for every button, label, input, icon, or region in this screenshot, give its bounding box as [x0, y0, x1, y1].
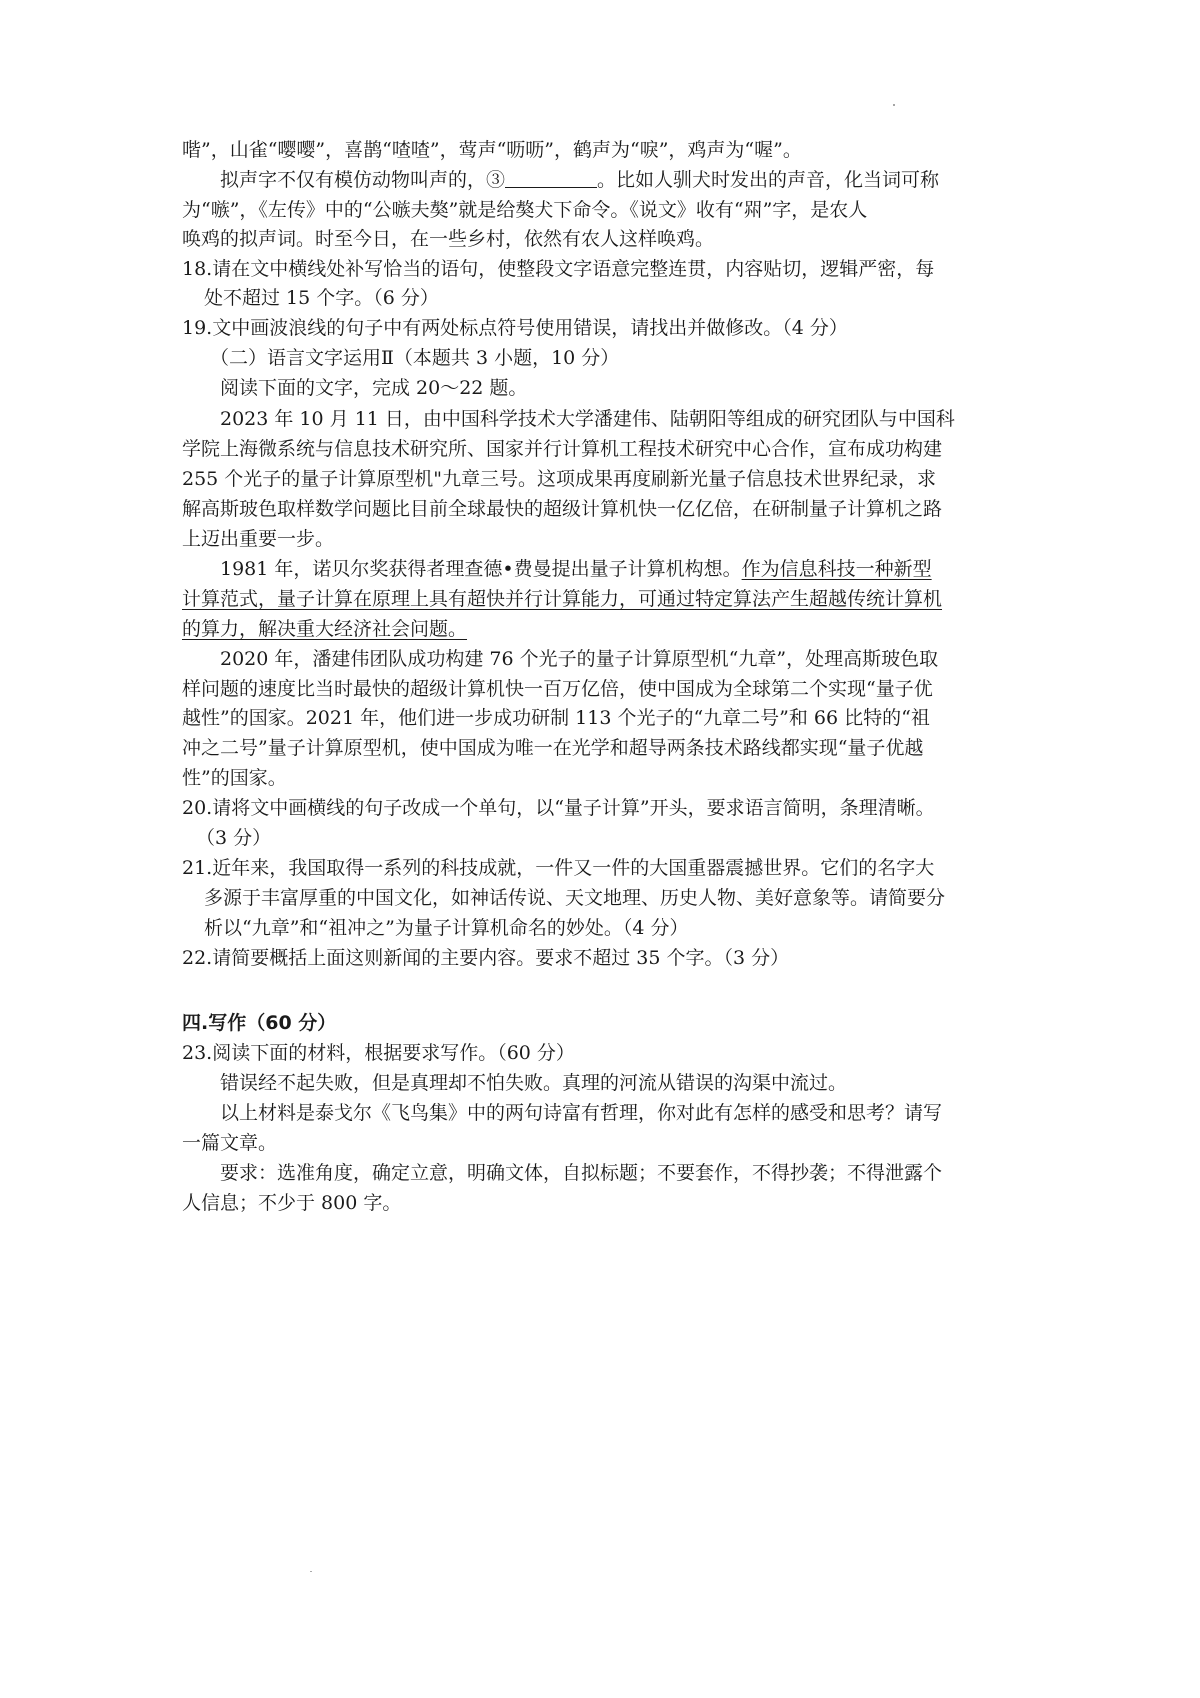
passage-line: 唤鸡的拟声词。时至今日，在一些乡村，依然有农人这样唤鸡。	[182, 228, 715, 250]
passage-line: 冲之二号”量子计算原型机，使中国成为唯一在光学和超导两条技术路线都实现“量子优越	[182, 737, 924, 759]
section-title: （二）语言文字运用Ⅱ（本题共 3 小题，10 分）	[210, 347, 620, 369]
scan-speck	[310, 1571, 312, 1572]
writing-requirements-cont: 人信息；不少于 800 字。	[182, 1192, 402, 1214]
passage-line: 性”的国家。	[182, 767, 287, 789]
question-22: 22.请简要概括上面这则新闻的主要内容。要求不超过 35 个字。（3 分）	[182, 947, 790, 969]
passage-line: 解高斯玻色取样数学问题比目前全球最快的超级计算机快一亿亿倍，在研制量子计算机之路	[182, 498, 943, 520]
passage-line: 2023 年 10 月 11 日，由中国科学技术大学潘建伟、陆朝阳等组成的研究团队与中国科	[220, 408, 955, 430]
question-21-cont: 多源于丰富厚重的中国文化，如神话传说、天文地理、历史人物、美好意象等。请简要分	[204, 887, 946, 909]
section-heading-writing: 四.写作（60 分）	[182, 1012, 337, 1034]
passage-line: 上迈出重要一步。	[182, 528, 335, 550]
scan-speck	[893, 104, 895, 106]
passage-line	[182, 615, 1042, 644]
passage-line: 样问题的速度比当时最快的超级计算机快一百万亿倍，使中国成为全球第二个实现“量子优	[182, 678, 933, 700]
question-20-cont: （3 分）	[196, 827, 272, 849]
writing-prompt: 以上材料是泰戈尔《飞鸟集》中的两句诗富有哲理，你对此有怎样的感受和思考？请写	[220, 1102, 943, 1124]
underlined-sentence: 的算力，解决重大经济社会问题。	[182, 618, 468, 640]
underlined-sentence: 计算范式，量子计算在原理上具有超快并行计算能力，可通过特定算法产生超越传统计算机	[182, 588, 943, 610]
passage-text: 拟声字不仅有模仿动物叫声的，③	[220, 169, 506, 191]
question-23: 23.阅读下面的材料，根据要求写作。（60 分）	[182, 1042, 575, 1064]
passage-line: 越性”的国家。2021 年，他们进一步成功研制 113 个光子的“九章二号”和 66 比特的“祖	[182, 707, 930, 729]
question-19: 19.文中画波浪线的句子中有两处标点符号使用错误，请找出并做修改。（4 分）	[182, 317, 848, 339]
writing-prompt-cont: 一篇文章。	[182, 1132, 278, 1154]
passage-line: 2020 年，潘建伟团队成功构建 76 个光子的量子计算原型机“九章”，处理高斯玻色取	[220, 648, 939, 670]
passage-line	[182, 166, 1080, 195]
writing-material: 错误经不起失败，但是真理却不怕失败。真理的河流从错误的沟渠中流过。	[220, 1072, 848, 1094]
passage-line: 255 个光子的量子计算原型机"九章三号。这项成果再度刷新光量子信息技术世界纪录，求	[182, 468, 937, 490]
writing-requirements: 要求：选准角度，确定立意，明确文体，自拟标题；不要套作，不得抄袭；不得泄露个	[220, 1162, 943, 1184]
underlined-sentence: 作为信息科技一种新型	[741, 558, 932, 580]
passage-text: 1981 年，诺贝尔奖获得者理查德•费曼提出量子计算机构想。	[220, 558, 742, 580]
passage-text: 。比如人驯犬时发出的声音，化当词可称	[597, 169, 940, 191]
question-21: 21.近年来，我国取得一系列的科技成就，一件又一件的大国重器震撼世界。它们的名字大	[182, 857, 935, 879]
answer-blank[interactable]	[505, 169, 597, 188]
question-20: 20.请将文中画横线的句子改成一个单句，以“量子计算”开头，要求语言简明，条理清晰。	[182, 797, 935, 819]
section-instruction: 阅读下面的文字，完成 20～22 题。	[220, 377, 528, 399]
passage-line: 喈”，山雀“嘤嘤”，喜鹊“喳喳”，莺声“呖呖”，鹤声为“唳”，鸡声为“喔”。	[182, 139, 802, 161]
passage-line	[182, 555, 1080, 584]
passage-line: 学院上海微系统与信息技术研究所、国家并行计算机工程技术研究中心合作，宣布成功构建	[182, 438, 943, 460]
question-18-cont: 处不超过 15 个字。（6 分）	[204, 287, 439, 309]
question-18: 18.请在文中横线处补写恰当的语句，使整段文字语意完整连贯，内容贴切，逻辑严密，每	[182, 258, 935, 280]
passage-line: 为“嗾”，《左传》中的“公嗾夫獒”就是给獒犬下命令。《说文》收有“喌”字，是农人	[182, 199, 868, 221]
question-21-cont: 析以“九章”和“祖冲之”为量子计算机命名的妙处。（4 分）	[204, 917, 689, 939]
